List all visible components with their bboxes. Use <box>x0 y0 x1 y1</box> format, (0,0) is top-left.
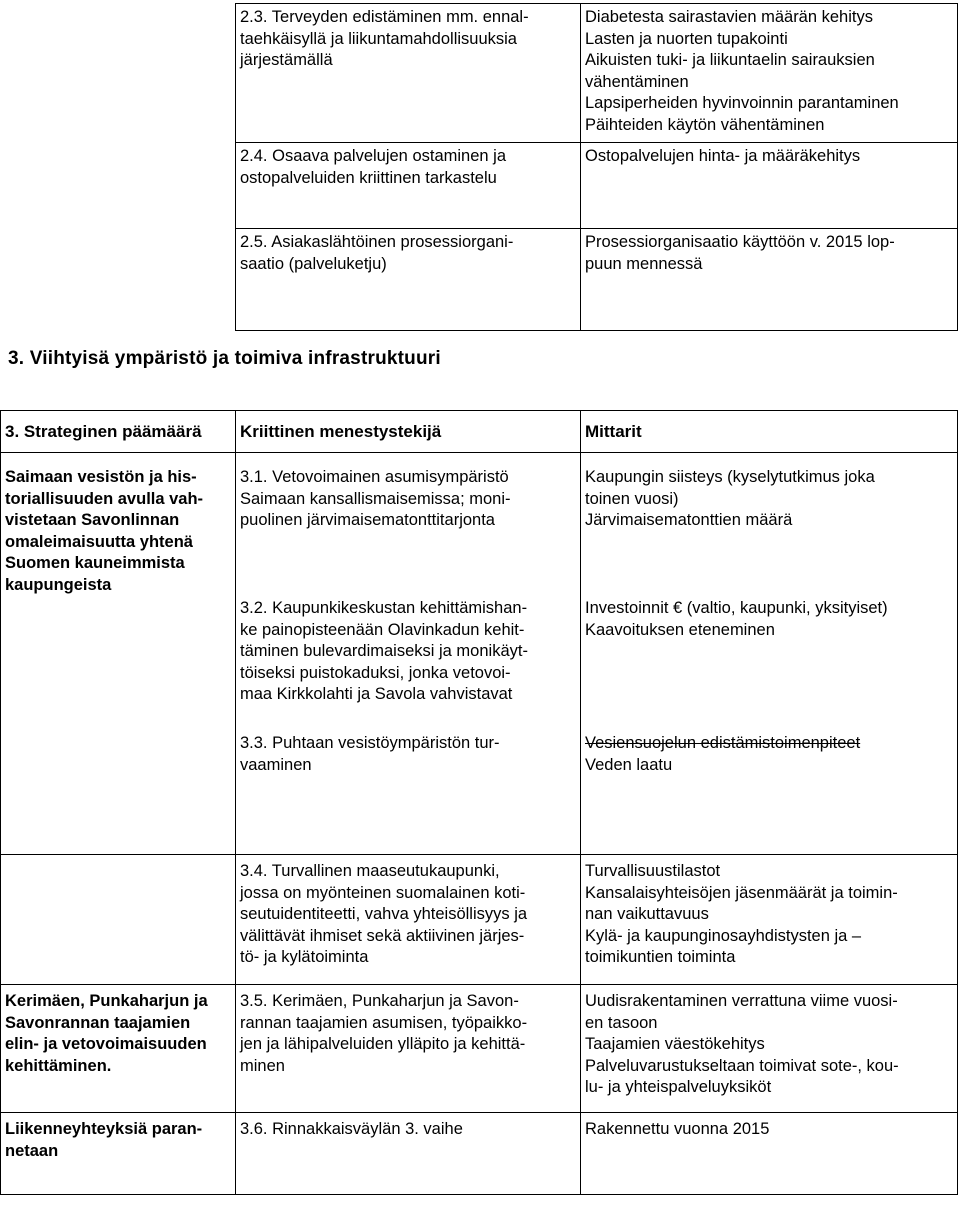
goal-text: 2.5. Asiakaslähtöinen prosessiorgani- <box>240 233 514 251</box>
table-row <box>1 1113 958 1195</box>
factor-text: täminen bulevardimaiseksi ja monikäyt- <box>240 642 528 660</box>
metric-text: Päihteiden käytön vähentäminen <box>585 115 825 134</box>
section-heading: 3. Viihtyisä ympäristö ja toimiva infrastruktuuri <box>8 348 441 369</box>
factors-cell <box>236 985 581 1113</box>
metric-text: en tasoon <box>585 1013 658 1032</box>
factor-text: rannan taajamien asumisen, työpaikko- <box>240 1013 528 1032</box>
metric-text: Prosessiorganisaatio käyttöön v. 2015 lop- <box>585 233 895 251</box>
metric-text: Järvimaisematonttien määrä <box>585 511 793 529</box>
goal-text: Kerimäen, Punkaharjun ja <box>5 992 208 1010</box>
goal-cell <box>236 143 581 229</box>
metric-text: Kansalaisyhteisöjen jäsenmäärät ja toimin- <box>585 883 898 902</box>
factor-text: maa Kirkkolahti ja Savola vahvistavat <box>240 685 513 703</box>
goal-cell <box>1 855 236 985</box>
goal-text: toriallisuuden avulla vah- <box>5 489 204 508</box>
metric-text: lu- ja yhteispalveluyksiköt <box>585 1078 772 1096</box>
metric-text: Diabetesta sairastavien määrän kehitys <box>585 8 873 26</box>
goal-text: 2.3. Terveyden edistäminen mm. ennal- <box>240 8 529 26</box>
metric-text: Lasten ja nuorten tupakointi <box>585 29 788 48</box>
metrics-cell <box>581 1113 958 1195</box>
factor-text: minen <box>240 1056 285 1075</box>
metric-text: Kylä- ja kaupunginosayhdistysten ja – <box>585 926 862 945</box>
metric-block <box>585 733 953 776</box>
metric-text-struck: Vesiensuojelun edistämistoimenpiteet <box>585 734 861 752</box>
metric-text: Taajamien väestökehitys <box>585 1035 765 1053</box>
goal-text: netaan <box>5 1141 59 1160</box>
factor-text: jossa on myönteinen suomalainen koti- <box>240 883 526 902</box>
factor-block <box>240 598 576 733</box>
table-header-row <box>1 411 958 453</box>
metric-text: Kaavoituksen eteneminen <box>585 620 775 639</box>
factor-text: 3.3. Puhtaan vesistöympäristön tur- <box>240 734 500 752</box>
goal-cell <box>1 985 236 1113</box>
goal-text: omaleimaisuutta yhtenä <box>5 532 193 551</box>
table-row <box>1 453 958 855</box>
metric-text: Palveluvarustukseltaan toimivat sote-, kou- <box>585 1056 899 1075</box>
section3-table <box>0 410 958 1195</box>
factors-cell <box>236 453 581 855</box>
metric-text: vähentäminen <box>585 72 689 91</box>
goal-text: järjestämällä <box>240 51 333 69</box>
metric-text: toimikuntien toiminta <box>585 948 736 966</box>
goal-text: Suomen kauneimmista <box>5 554 185 572</box>
goal-text: 2.4. Osaava palvelujen ostaminen ja <box>240 147 506 165</box>
metrics-cell <box>581 985 958 1113</box>
goal-text: Liikenneyhteyksiä paran- <box>5 1120 203 1138</box>
goal-cell <box>1 1113 236 1195</box>
factor-text: 3.4. Turvallinen maaseutukaupunki, <box>240 862 500 880</box>
table-row <box>1 985 958 1113</box>
goal-text: ostopalveluiden kriittinen tarkastelu <box>240 168 497 187</box>
goal-cell <box>1 453 236 855</box>
factor-text: töiseksi puistokaduksi, jonka vetovoi- <box>240 663 511 682</box>
goal-text: Saimaan vesistön ja his- <box>5 468 197 486</box>
metric-text: toinen vuosi) <box>585 489 679 508</box>
goal-text: saatio (palveluketju) <box>240 254 387 273</box>
metric-text: Veden laatu <box>585 755 673 774</box>
factor-text: 3.6. Rinnakkaisväylän 3. vaihe <box>240 1120 463 1138</box>
goal-cell <box>236 229 581 331</box>
metric-text: Rakennettu vuonna 2015 <box>585 1120 770 1138</box>
factor-block <box>240 733 576 776</box>
metrics-cell <box>581 4 958 143</box>
metric-text: Kaupungin siisteys (kyselytutkimus joka <box>585 468 875 486</box>
factor-text: jen ja lähipalveluiden ylläpito ja kehittä- <box>240 1035 526 1053</box>
table-row <box>236 229 958 331</box>
factor-text: seutuidentiteetti, vahva yhteisöllisyys ja <box>240 905 528 923</box>
factors-cell <box>236 1113 581 1195</box>
table-row <box>236 143 958 229</box>
goal-text: Savonrannan taajamien <box>5 1013 191 1032</box>
metrics-cell <box>581 855 958 985</box>
factor-text: välittävät ihmiset sekä aktiivinen järjes- <box>240 926 525 945</box>
metric-text: Turvallisuustilastot <box>585 862 721 880</box>
factor-text: tö- ja kylätoiminta <box>240 948 369 966</box>
metric-text: Aikuisten tuki- ja liikuntaelin sairauksien <box>585 51 875 69</box>
header-cell: Mittarit <box>581 411 958 453</box>
metrics-cell <box>581 229 958 331</box>
table-row <box>236 4 958 143</box>
metric-block <box>585 598 953 733</box>
metric-text: Uudisrakentaminen verrattuna viime vuosi- <box>585 992 898 1010</box>
factor-text: 3.1. Vetovoimainen asumisympäristö <box>240 468 509 486</box>
goal-text: taehkäisyllä ja liikuntamahdollisuuksia <box>240 29 517 48</box>
section2-table <box>235 3 958 331</box>
goal-text: kehittäminen. <box>5 1056 112 1075</box>
factors-cell <box>236 855 581 985</box>
goal-text: kaupungeista <box>5 575 112 594</box>
metric-text: puun mennessä <box>585 254 703 273</box>
factor-text: puolinen järvimaisematonttitarjonta <box>240 511 495 529</box>
factor-text: 3.5. Kerimäen, Punkaharjun ja Savon- <box>240 992 519 1010</box>
metric-block <box>585 467 953 598</box>
metrics-cell <box>581 143 958 229</box>
metric-text: nan vaikuttavuus <box>585 905 709 923</box>
goal-text: vistetaan Savonlinnan <box>5 511 180 529</box>
metrics-cell <box>581 453 958 855</box>
header-cell: Kriittinen menestystekijä <box>236 411 581 453</box>
metric-text: Investoinnit € (valtio, kaupunki, yksityiset) <box>585 599 888 617</box>
factor-text: ke painopisteenään Olavinkadun kehit- <box>240 620 525 639</box>
header-cell: 3. Strateginen päämäärä <box>1 411 236 453</box>
metric-text: Lapsiperheiden hyvinvoinnin parantaminen <box>585 94 899 112</box>
goal-cell <box>236 4 581 143</box>
factor-text: Saimaan kansallismaisemissa; moni- <box>240 489 511 508</box>
factor-text: vaaminen <box>240 755 312 774</box>
table-row <box>1 855 958 985</box>
factor-block <box>240 467 576 598</box>
metric-text: Ostopalvelujen hinta- ja määräkehitys <box>585 147 861 165</box>
goal-text: elin- ja vetovoimaisuuden <box>5 1035 207 1053</box>
factor-text: 3.2. Kaupunkikeskustan kehittämishan- <box>240 599 528 617</box>
